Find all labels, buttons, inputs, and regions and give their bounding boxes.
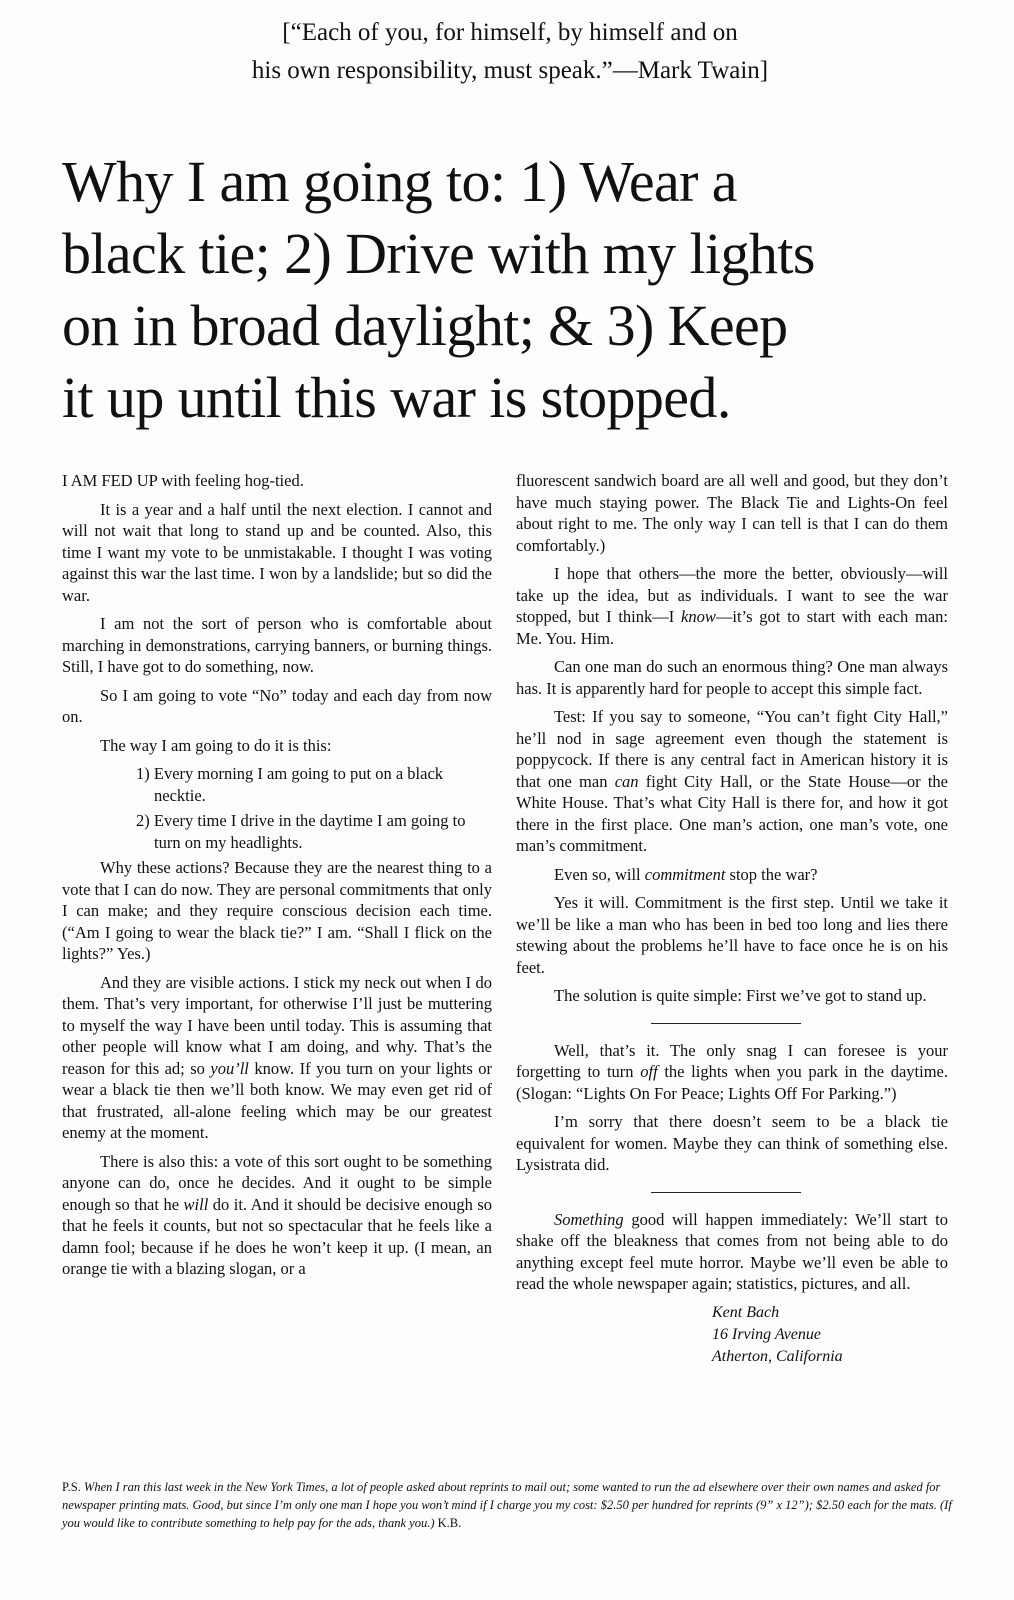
headline-line-4: it up until this war is stopped. [62,365,731,430]
text-run: And they are visible actions. I stick my neck out when I do them. That’s very important, for otherwise I’ll just be muttering to myself the way I have been until today. This is assuming that other people will know what I am doing, and why. That’s the reason for this ad; so [62,972,492,1078]
paragraph [516,563,948,649]
text-run: Test: If you say to someone, “You can’t fight City Hall,” he’ll nod in sage agreement even though the statement is poppycock. If there is any central fact in American history it is that one man [516,707,948,791]
text-run: know. If you turn on your lights or wear a black tie then we’ll both know. We may even get rid of that frustrated, all-alone feeling which may be our greatest enemy at the moment. [62,1058,492,1142]
postscript-initials: K.B. [437,1516,462,1530]
paragraph: I’m sorry that there doesn’t seem to be a black tie equivalent for women. Maybe they can think of something else. Lysistrata did. [516,1112,948,1174]
paragraph: Yes it will. Commitment is the first step. Until we take it we’ll be like a man who has been in bed too long and lies there stewing about the problems he’ll have to face once he is on his feet. [516,893,948,977]
epigraph-quote [150,14,870,90]
text-run: Even so, will [554,864,645,884]
emphasis: know [681,607,716,626]
paragraph [516,864,948,886]
quote-line-1: [“Each of you, for himself, by himself and on [282,19,738,46]
signature-street: 16 Irving Avenue [712,1325,822,1343]
left-column [62,470,492,1287]
text-run: do it. And it should be decisive enough so that he feels it counts, but not so spectacular that he feels like a damn fool; because if he does he won’t keep it up. (I mean, an orange tie with a blazing slogan, or a [62,1194,493,1278]
headline-line-1: Why I am going to: 1) Wear a [62,149,737,214]
paragraph: fluorescent sandwich board are all well and good, but they don’t have much staying power. The Black Tie and Lights-On feel about right to me. The only way I can tell is that I can do them comfortably.) [516,471,948,555]
paragraph: The way I am going to do it is this: [100,735,332,755]
postscript [62,1478,952,1532]
section-divider [651,1192,801,1193]
paragraph: It is a year and a half until the next election. I cannot and will not wait that long to stand up and be counted. Also, this time I want my vote to be unmistakable. I thought I was voting against this war the last time. I won by a landslide; but so did the war. [62,499,492,605]
paragraph [516,706,948,857]
headline-line-3: on in broad daylight; & 3) Keep [62,293,788,358]
text-run: I hope that others—the more the better, obviously—will take up the idea, but as individuals. I want to see the war stopped, but I think—I [516,564,948,626]
paragraph [62,1151,492,1280]
signature-name: Kent Bach [712,1303,780,1321]
signature-block [712,1302,948,1368]
text-run: —it’s got to start with each man: Me. You. Him. [516,607,948,648]
paragraph: So I am going to vote “No” today and each day from now on. [62,685,492,726]
postscript-body: When I ran this last week in the New York Times, a lot of people asked about reprints to mail out; some wanted to run the ad elsewhere over their own names and asked for newspaper printing mats. Good, but since I’m only one man I hope you won’t mind if I charge you my cost: $2.50 per hundred for reprints (9” x 12”); $2.50 each for the mats. (If you would like to contribute something to help pay for the ads, thank you.) [62,1480,952,1530]
text-run: the lights when you park in the daytime. (Slogan: “Lights On For Peace; Lights Off For Parking.”) [516,1062,949,1103]
paragraph: I AM FED UP with feeling hog-tied. [62,471,304,490]
text-run: fight City Hall, or the State House—or the White House. That’s what City Hall is there for, and how it got there in the first place. One man’s action, one man’s vote, one man’s commitment. [516,771,948,855]
section-divider [651,1023,801,1024]
paragraph: The solution is quite simple: First we’ve got to stand up. [554,986,927,1005]
signature-city: Atherton, California [712,1347,843,1365]
right-column [516,470,948,1368]
paragraph: Why these actions? Because they are the nearest thing to a vote that I can do now. They are personal commitments that only I can make; and they require conscious decision each time. (“Am I going to wear the black tie?” I am. “Shall I flick on the lights?” Yes.) [62,858,492,963]
list-item: 1) Every morning I am going to put on a black necktie. [136,764,444,805]
paragraph: Can one man do such an enormous thing? One man always has. It is apparently hard for people to accept this simple fact. [516,657,948,698]
postscript-label: P.S. [62,1480,81,1494]
paragraph [516,1209,948,1295]
emphasis: off [640,1062,658,1081]
paragraph [516,1040,948,1105]
emphasis: you’ll [210,1058,249,1078]
text-run: There is also this: a vote of this sort ought to be something anyone can do, once he decides. And it ought to be simple enough so that he [62,1151,492,1214]
paragraph: I am not the sort of person who is comfortable about marching in demonstrations, carrying banners, or burning things. Still, I have got to do something, now. [62,614,492,676]
emphasis: will [183,1194,209,1214]
text-run: stop the war? [725,864,818,884]
text-run: Well, that’s it. The only snag I can foresee is your forgetting to turn [516,1040,948,1081]
emphasis: can [614,771,639,791]
headline [62,146,962,434]
paragraph [62,972,492,1144]
list-item: 2) Every time I drive in the daytime I am going to turn on my headlights. [136,811,466,852]
text-run: good will happen immediately: We’ll start to shake off the bleakness that comes from not being able to do anything except feel mute horror. Maybe we’ll even be able to read the whole newspaper again; statistics, pictures, and all. [516,1209,948,1293]
headline-line-2: black tie; 2) Drive with my lights [62,221,815,286]
quote-line-2: his own responsibility, must speak.”—Mark Twain] [251,57,769,84]
emphasis: Something [554,1209,624,1229]
emphasis: commitment [644,864,726,884]
